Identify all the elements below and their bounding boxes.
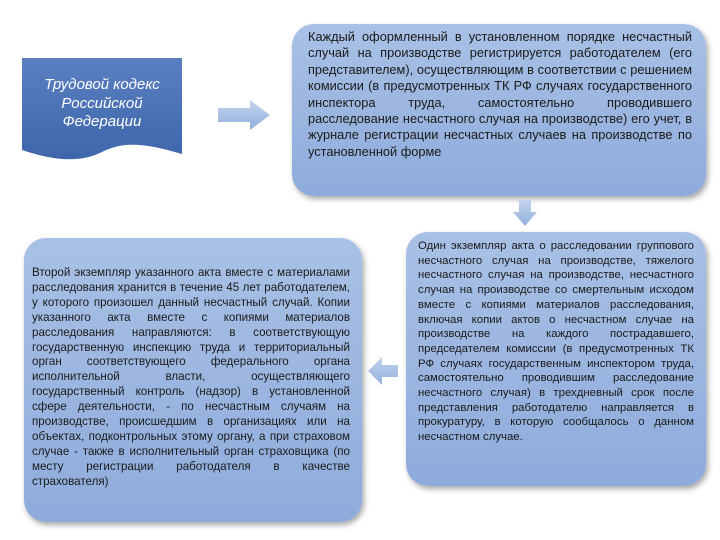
second-copy-box [24, 238, 362, 522]
registration-text: Каждый оформленный в установленном порядке несчастный случай на производстве регистрируется работодателем (его представителем), осуществляющим в соответствии с решением комиссии (в предусмотренных ТК РФ случаях государственного инспектора труда, самостоятельно проводившего расследование несчастного случая на производстве) его учет, в журнале регистрации несчастных случаев на производстве по установленной форме [308, 29, 692, 159]
prosecutor-copy-box [406, 232, 706, 486]
arrow-right-icon [218, 100, 270, 130]
banner-title: Трудовой кодекс Российской Федерации [44, 76, 160, 131]
arrow-down-icon [513, 200, 537, 226]
registration-info-box [292, 24, 706, 196]
arrow-left-icon [368, 357, 398, 385]
labor-code-banner [22, 58, 182, 162]
second-copy-text: Второй экземпляр указанного акта вместе с материалами расследования хранится в течение 45 лет работодателем, у которого произошел данный несчастный случай. Копии указанного акта вместе с копиями материалов расследования направляются: в соответствующую государственную инспекцию труда и территориальный орган соответствующего федерального органа исполнительной власти, осуществляющего государственный контроль (надзор) в установленной сфере деятельности, - по несчастным случаям на производстве, происшедшим в организациях или на объектах, подконтрольных этому органу, а при страховом случае - также в исполнительный орган страховщика (по месту регистрации работодателя в качестве страхователя) [32, 266, 350, 488]
prosecutor-copy-text: Один экземпляр акта о расследовании группового несчастного случая на производстве, тяжелого несчастного случая на производстве, несчастного случая на производстве со смертельным исходом вместе с копиями материалов расследования, включая копии актов о несчастном случае на производстве на каждого пострадавшего, председателем комиссии (в предусмотренных ТК РФ случаях государственным инспектором труда, самостоятельно проводившим расследование несчастного случая) в трехдневный срок после представления работодателю направляется в прокуратуру, в которую сообщалось о данном несчастном случае. [418, 240, 694, 444]
